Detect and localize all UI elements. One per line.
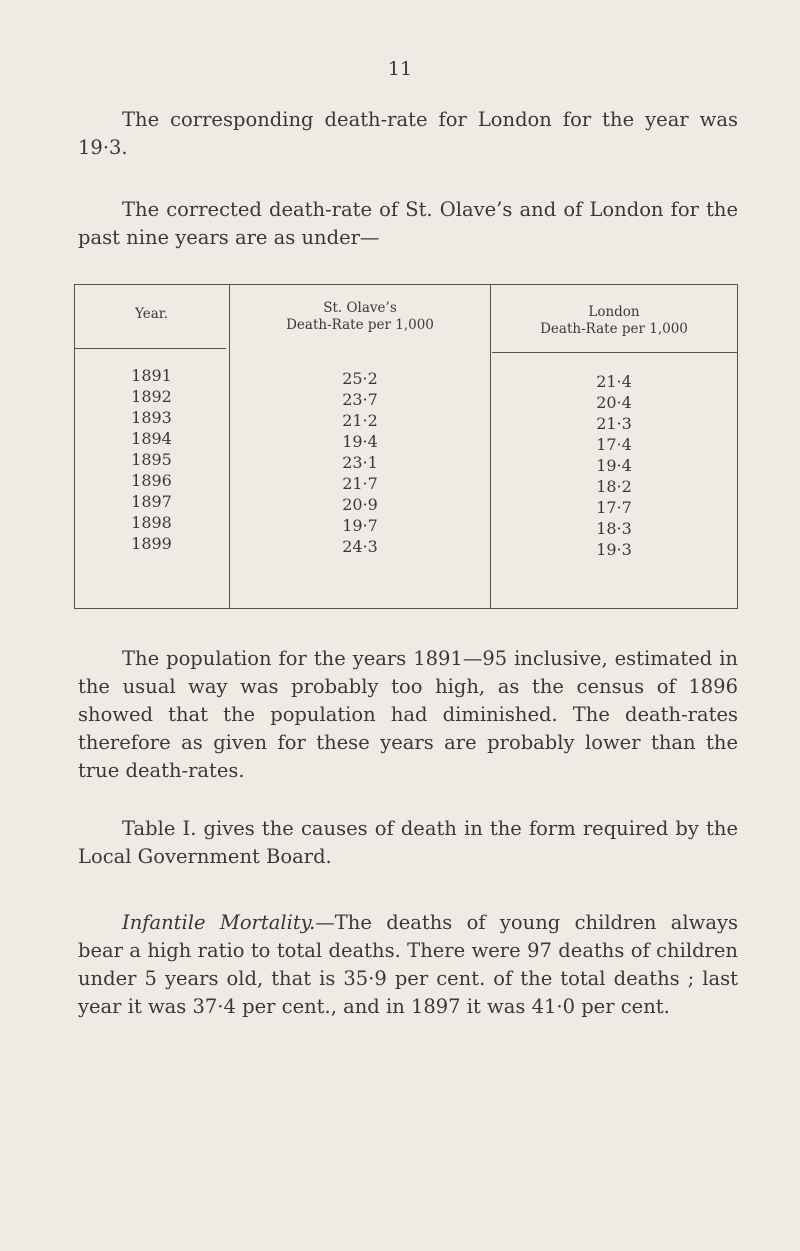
header-london-line2: Death-Rate per 1,000	[540, 321, 688, 337]
table-row	[74, 408, 738, 433]
cell-london: 21·4	[596, 372, 632, 391]
cell-london: 18·3	[596, 519, 632, 538]
header-underline-london	[492, 352, 738, 353]
infantile-mortality-heading: Infantile Mortality.	[122, 911, 316, 934]
cell-london: 18·2	[596, 477, 632, 496]
death-rate-table	[74, 284, 738, 608]
cell-st-olaves: 19·7	[342, 516, 378, 535]
cell-london: 21·3	[596, 414, 632, 433]
cell-st-olaves: 19·4	[342, 432, 378, 451]
table-row	[74, 513, 738, 538]
cell-st-olaves: 20·9	[342, 495, 378, 514]
header-london	[491, 304, 737, 338]
cell-st-olaves: 21·7	[342, 474, 378, 493]
cell-st-olaves: 21·2	[342, 411, 378, 430]
cell-year: 1898	[131, 513, 172, 532]
header-st-olaves-line2: Death-Rate per 1,000	[286, 317, 434, 333]
table-row	[74, 387, 738, 412]
cell-london: 19·3	[596, 540, 632, 559]
table-top-rule	[74, 284, 738, 285]
header-london-line1: London	[588, 304, 640, 320]
cell-year: 1895	[131, 450, 172, 469]
london-death-rate-paragraph: The corresponding death-rate for London for the year was 19·3.	[78, 108, 738, 159]
cell-london: 19·4	[596, 456, 632, 475]
table-row	[74, 492, 738, 517]
infantile-mortality-paragraph	[78, 909, 738, 1021]
table-intro-paragraph: The corrected death-rate of St. Olave’s and of London for the past nine years are as under—	[78, 198, 738, 249]
cell-st-olaves: 23·1	[342, 453, 378, 472]
table-reference-paragraph: Table I. gives the causes of death in the form required by the Local Government Board.	[78, 817, 738, 868]
table-bottom-rule	[74, 608, 738, 609]
header-year: Year.	[134, 306, 169, 322]
table-row	[74, 429, 738, 454]
cell-year: 1896	[131, 471, 172, 490]
cell-year: 1891	[131, 366, 172, 385]
table-row	[74, 471, 738, 496]
table-row	[74, 450, 738, 475]
table-body	[74, 366, 738, 559]
cell-year: 1894	[131, 429, 172, 448]
page-number: 11	[387, 58, 413, 80]
header-underline-year	[74, 348, 226, 349]
table-row	[74, 366, 738, 391]
population-paragraph: The population for the years 1891—95 inclusive, estimated in the usual way was probably too high, as the census of 1896 showed that the population had diminished. The death-rates therefore as given for these years are probably lower than the true death-rates.	[78, 647, 738, 782]
cell-st-olaves: 25·2	[342, 369, 378, 388]
cell-london: 20·4	[596, 393, 632, 412]
cell-year: 1892	[131, 387, 172, 406]
cell-year: 1899	[131, 534, 172, 553]
cell-st-olaves: 23·7	[342, 390, 378, 409]
header-st-olaves	[230, 300, 490, 334]
header-st-olaves-line1: St. Olave’s	[323, 300, 397, 316]
cell-st-olaves: 24·3	[342, 537, 378, 556]
cell-london: 17·4	[596, 435, 632, 454]
table-row	[74, 534, 738, 559]
cell-year: 1897	[131, 492, 172, 511]
cell-london: 17·7	[596, 498, 632, 517]
cell-year: 1893	[131, 408, 172, 427]
infantile-mortality-body: —The deaths of young children always bear a high ratio to total deaths. There were 97 deaths of children under 5 years old, that is 35·9 per cent. of the total deaths ; last year it was 37·4 per cent., and in 1897 it was 41·0 per cent.	[78, 911, 738, 1018]
